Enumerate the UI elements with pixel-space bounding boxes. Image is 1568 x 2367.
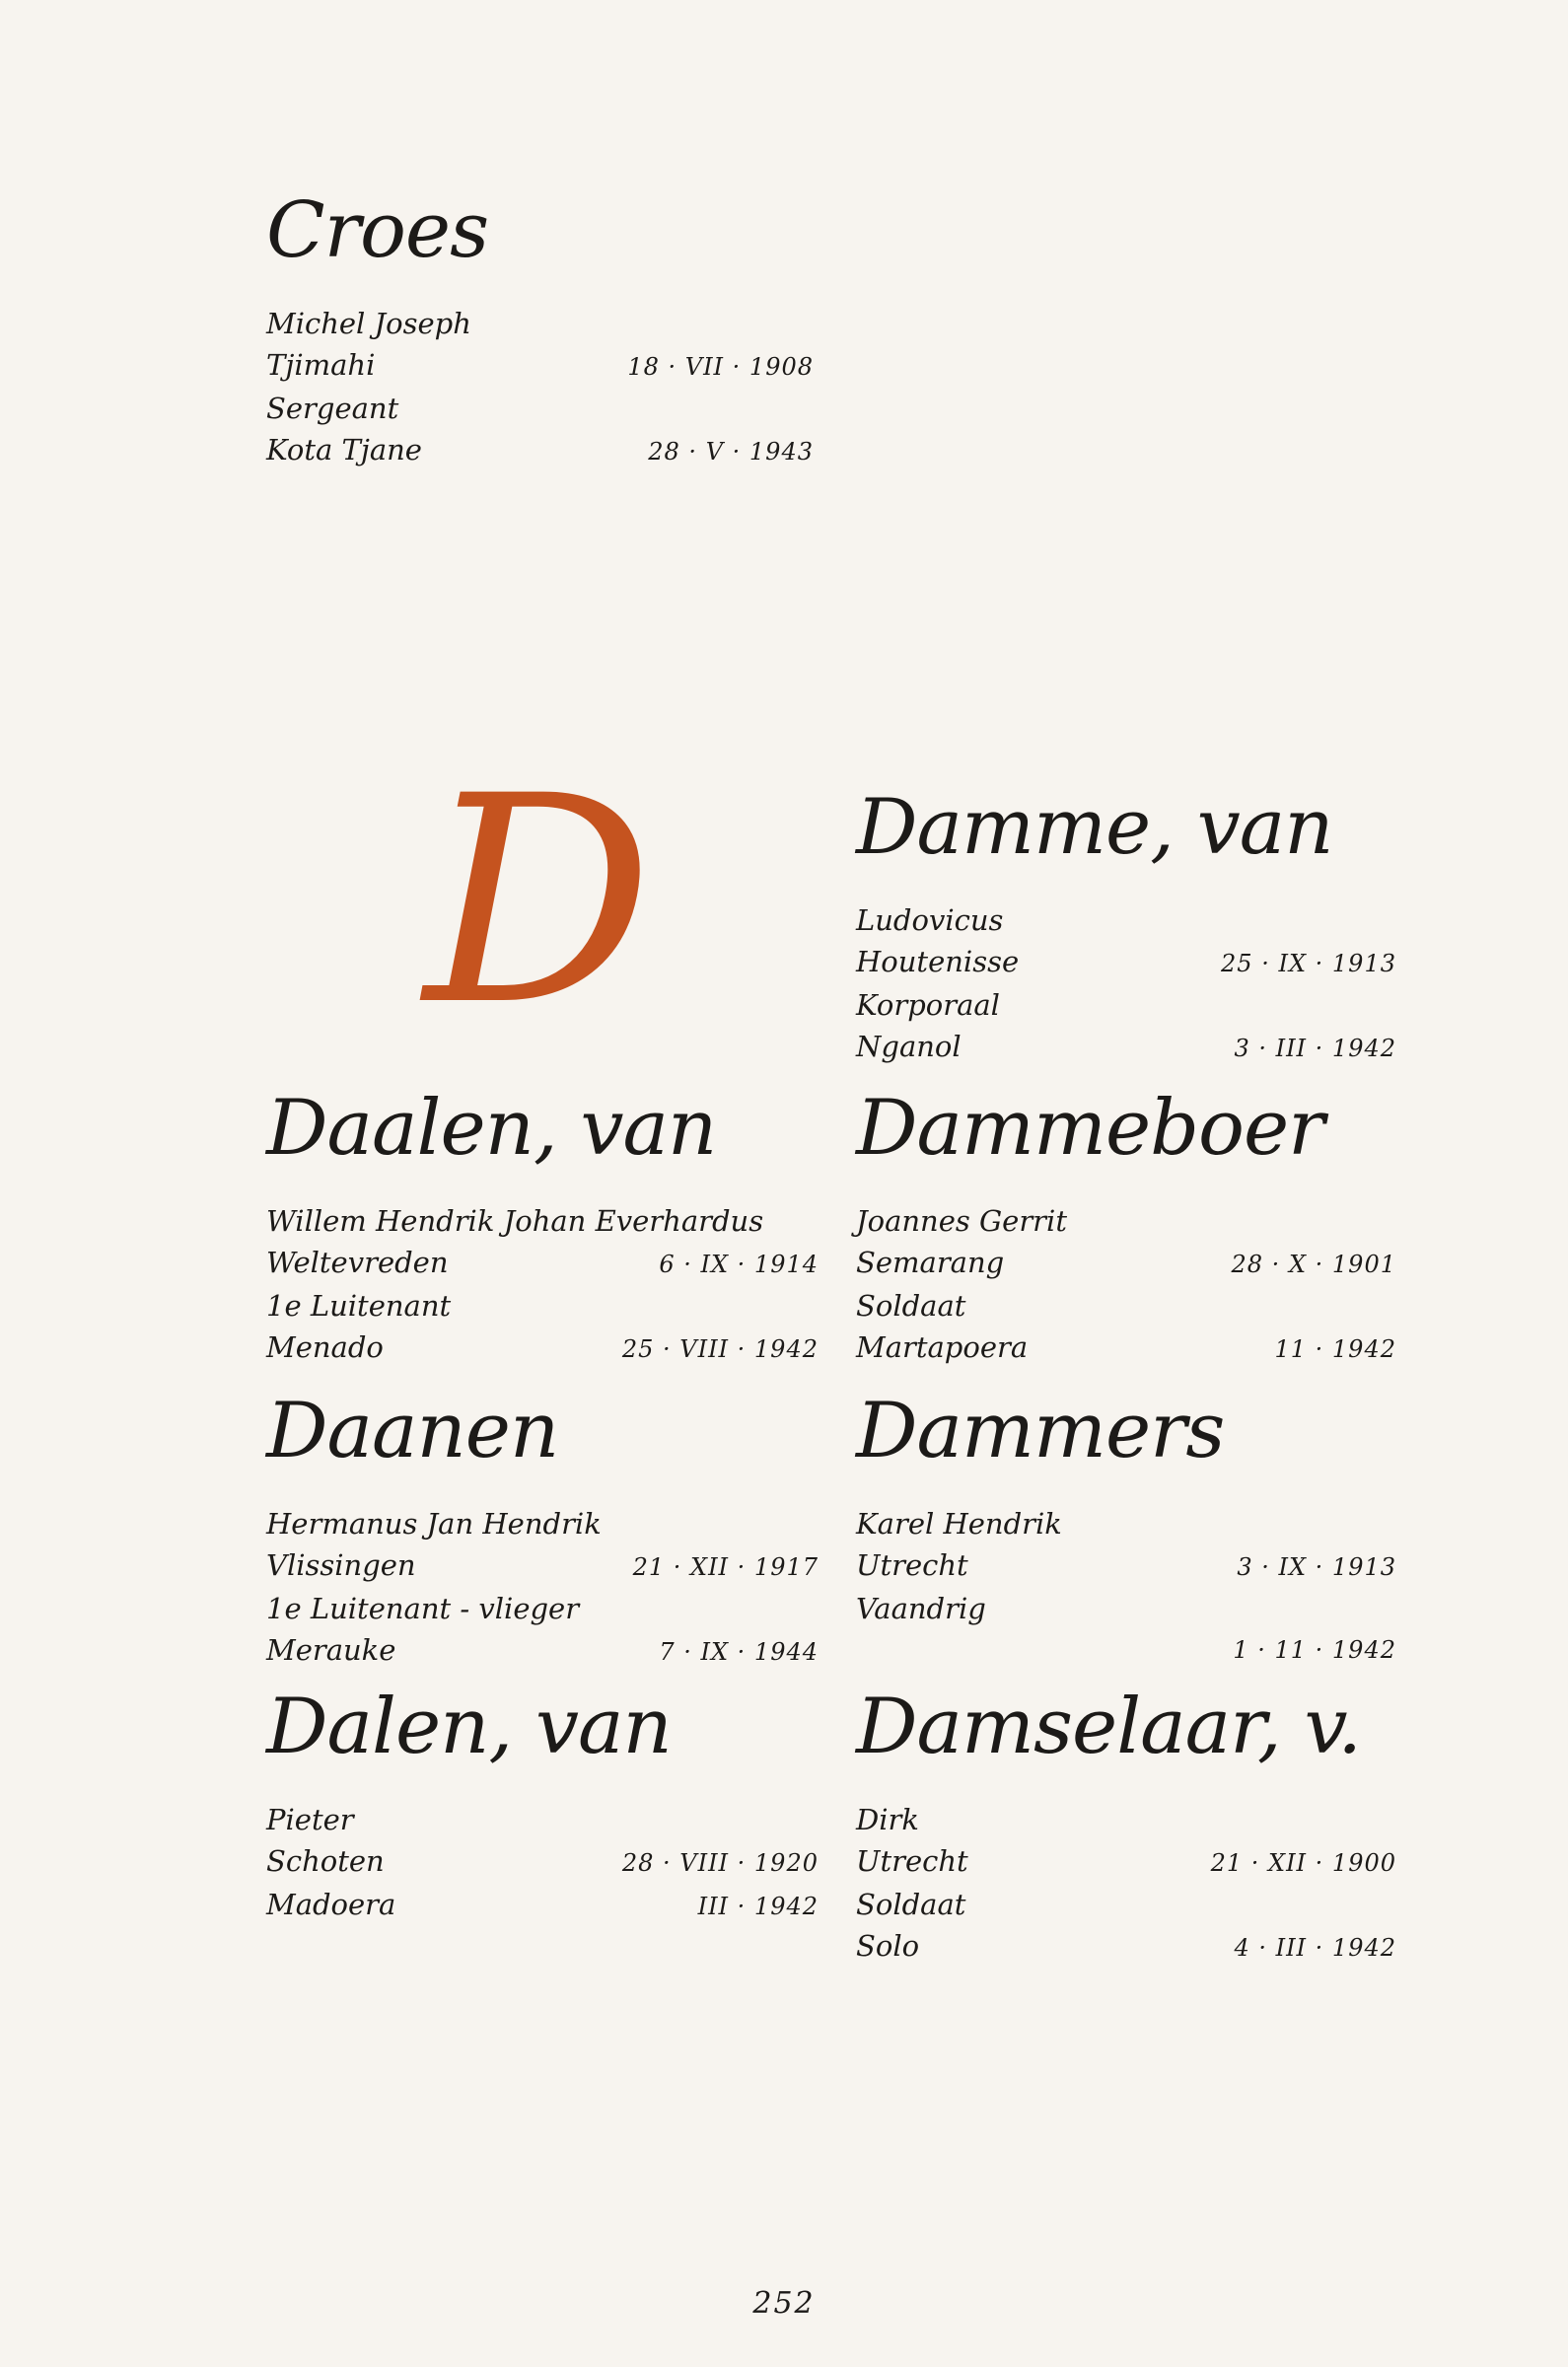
page-number: 252 <box>752 2286 816 2321</box>
death-place: Nganol <box>856 1030 962 1063</box>
entry-dalen-van <box>266 1683 819 1927</box>
birth-row <box>856 1242 1396 1285</box>
death-place: Martapoera <box>856 1330 1029 1364</box>
death-date: 4 · III · 1942 <box>1234 1934 1396 1962</box>
birth-date: 18 · VII · 1908 <box>627 353 814 381</box>
death-date: III · 1942 <box>697 1893 819 1920</box>
birth-row <box>266 344 814 388</box>
entry-croes <box>266 186 814 472</box>
rank-row <box>266 1588 819 1629</box>
birth-place: Semarang <box>856 1246 1005 1279</box>
birth-date: 6 · IX · 1914 <box>659 1251 819 1278</box>
birth-place: Vlissingen <box>266 1548 416 1582</box>
entry-dammeboer <box>856 1084 1396 1370</box>
death-place: Solo <box>856 1929 920 1963</box>
rank-row <box>856 1588 1396 1629</box>
birth-date: 21 · XII · 1917 <box>632 1553 819 1581</box>
birth-place: Weltevreden <box>266 1246 449 1279</box>
rank: Soldaat <box>856 1888 966 1921</box>
rank: Korporaal <box>856 988 1000 1022</box>
given-names-row <box>266 1799 819 1840</box>
birth-date: 21 · XII · 1900 <box>1210 1849 1396 1877</box>
death-row <box>266 1884 819 1927</box>
birth-row <box>856 1840 1396 1884</box>
death-row <box>856 1327 1396 1370</box>
birth-row <box>856 1544 1396 1588</box>
given-names: Pieter <box>266 1803 354 1836</box>
entry-daanen <box>266 1387 819 1673</box>
death-row <box>856 1629 1396 1671</box>
entry-damme-van <box>856 783 1396 1069</box>
birth-place: Houtenisse <box>856 945 1020 978</box>
death-place: Madoera <box>266 1888 396 1921</box>
given-names-row <box>856 1799 1396 1840</box>
surname: Croes <box>266 186 489 275</box>
given-names: Michel Joseph <box>266 307 471 340</box>
surname: Damme, van <box>856 783 1333 872</box>
death-date: 1 · 11 · 1942 <box>1233 1636 1396 1664</box>
given-names-row <box>266 1200 819 1242</box>
birth-place: Schoten <box>266 1844 385 1878</box>
given-names: Karel Hendrik <box>856 1507 1062 1541</box>
rank-row <box>856 984 1396 1026</box>
rank-row <box>856 1884 1396 1925</box>
given-names-row <box>856 1200 1396 1242</box>
given-names-row <box>856 899 1396 941</box>
birth-place: Utrecht <box>856 1844 968 1878</box>
death-place: Merauke <box>266 1633 396 1667</box>
given-names-row <box>856 1503 1396 1544</box>
rank-row <box>856 1285 1396 1327</box>
given-names: Ludovicus <box>856 903 1004 937</box>
birth-date: 28 · X · 1901 <box>1231 1251 1396 1278</box>
death-date: 3 · III · 1942 <box>1234 1035 1396 1062</box>
birth-date: 3 · IX · 1913 <box>1237 1553 1396 1581</box>
rank: 1e Luitenant - vlieger <box>266 1592 580 1625</box>
death-row <box>856 1925 1396 1969</box>
rank: Sergeant <box>266 392 399 425</box>
death-place: Menado <box>266 1330 384 1364</box>
surname: Damselaar, v. <box>856 1683 1362 1771</box>
rank: Vaandrig <box>856 1592 986 1625</box>
death-date: 25 · VIII · 1942 <box>621 1335 819 1363</box>
entry-daalen-van <box>266 1084 819 1370</box>
death-row <box>856 1026 1396 1069</box>
death-date: 28 · V · 1943 <box>648 438 814 466</box>
birth-date: 25 · IX · 1913 <box>1221 950 1396 977</box>
rank: Soldaat <box>856 1289 966 1323</box>
given-names: Willem Hendrik Johan Everhardus <box>266 1204 764 1238</box>
death-row <box>266 429 814 472</box>
birth-row <box>856 941 1396 984</box>
surname: Dalen, van <box>266 1683 672 1771</box>
death-date: 7 · IX · 1944 <box>659 1638 819 1666</box>
death-row <box>266 1327 819 1370</box>
given-names: Joannes Gerrit <box>856 1204 1067 1238</box>
death-row <box>266 1629 819 1673</box>
death-date: 11 · 1942 <box>1274 1335 1396 1363</box>
rank: 1e Luitenant <box>266 1289 452 1323</box>
decorated-initial: D <box>424 736 654 1068</box>
birth-place: Utrecht <box>856 1548 968 1582</box>
birth-row <box>266 1242 819 1285</box>
surname: Dammeboer <box>856 1084 1324 1173</box>
death-place: Kota Tjane <box>266 433 422 466</box>
given-names: Hermanus Jan Hendrik <box>266 1507 602 1541</box>
surname: Daalen, van <box>266 1084 717 1173</box>
surname: Dammers <box>856 1387 1225 1475</box>
given-names: Dirk <box>856 1803 919 1836</box>
given-names-row <box>266 303 814 344</box>
surname: Daanen <box>266 1387 559 1475</box>
entry-damselaar-v <box>856 1683 1396 1969</box>
rank-row <box>266 1285 819 1327</box>
birth-row <box>266 1840 819 1884</box>
given-names-row <box>266 1503 819 1544</box>
birth-date: 28 · VIII · 1920 <box>621 1849 819 1877</box>
rank-row <box>266 388 814 429</box>
birth-place: Tjimahi <box>266 348 376 382</box>
entry-dammers <box>856 1387 1396 1671</box>
birth-row <box>266 1544 819 1588</box>
